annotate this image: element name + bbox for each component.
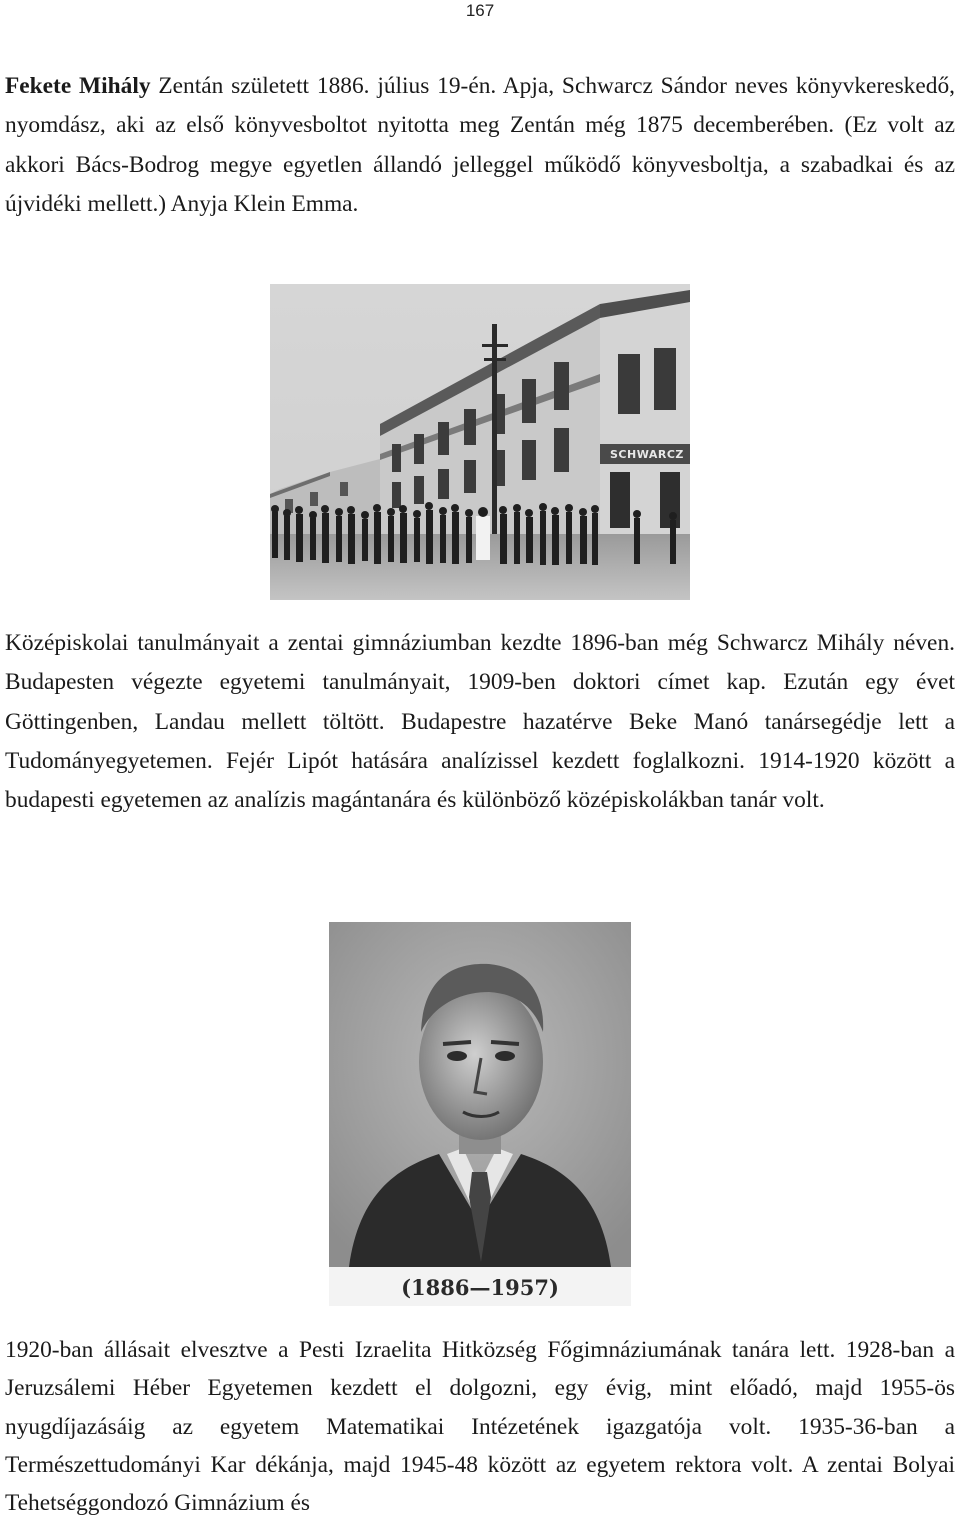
page-number: 167 — [465, 1, 495, 20]
telegraph-pole — [492, 324, 497, 534]
white-figure — [476, 516, 490, 560]
street-photo — [270, 284, 690, 600]
paragraph-career: 1920-ban állásait elvesztve a Pesti Izraelita Hitközség Főgimnáziumának tanára lett. 1928-ban a Jeruzsálemi Héber Egyetemen kezdett el dolgozni, egy évig, mint előadó, majd 1955-ös nyugdíjazásáig az egyetem Matematikai Intézetének igazgatója volt. 1935-36-ban a Természettudományi Kar dékánja, majd 1945-48 között az egyetem rektora volt. A zentai Bolyai Tehetséggondozó Gimnázium és — [5, 1337, 955, 1517]
person-name: Fekete Mihály — [5, 73, 151, 99]
shop-sign: SCHWARCZ — [610, 448, 684, 461]
paragraph-birth — [5, 67, 955, 224]
paragraph-studies: Középiskolai tanulmányait a zentai gimnáziumban kezdte 1896-ban még Schwarcz Mihály néven. Budapesten végezte egyetemi tanulmányait, 1909-ben doktori címet kap. Ezután egy évet Göttingenben, Landau mellett töltött. Budapestre hazatérve Beke Manó tanársegédje lett a Tudományegyetemen. Fejér Lipót hatására analízissel kezdett foglalkozni. 1914-1920 között a budapesti egyetemen az analízis magántanára és különböző középiskolákban tanár volt. — [5, 630, 955, 814]
portrait-photo — [329, 922, 631, 1306]
portrait-caption: (1886—1957) — [401, 1275, 559, 1300]
paragraph-birth-text: Zentán született 1886. július 19-én. Apja, Schwarcz Sándor neves könyvkereskedő, nyomdász, aki az első könyvesboltot nyitotta meg Zentán még 1875 decemberében. (Ez volt az akkori Bács-Bodrog megye egyetlen állandó jelleggel működő könyvesboltja, a szabadkai és az újvidéki mellett.) Anyja Klein Emma. — [5, 73, 955, 217]
